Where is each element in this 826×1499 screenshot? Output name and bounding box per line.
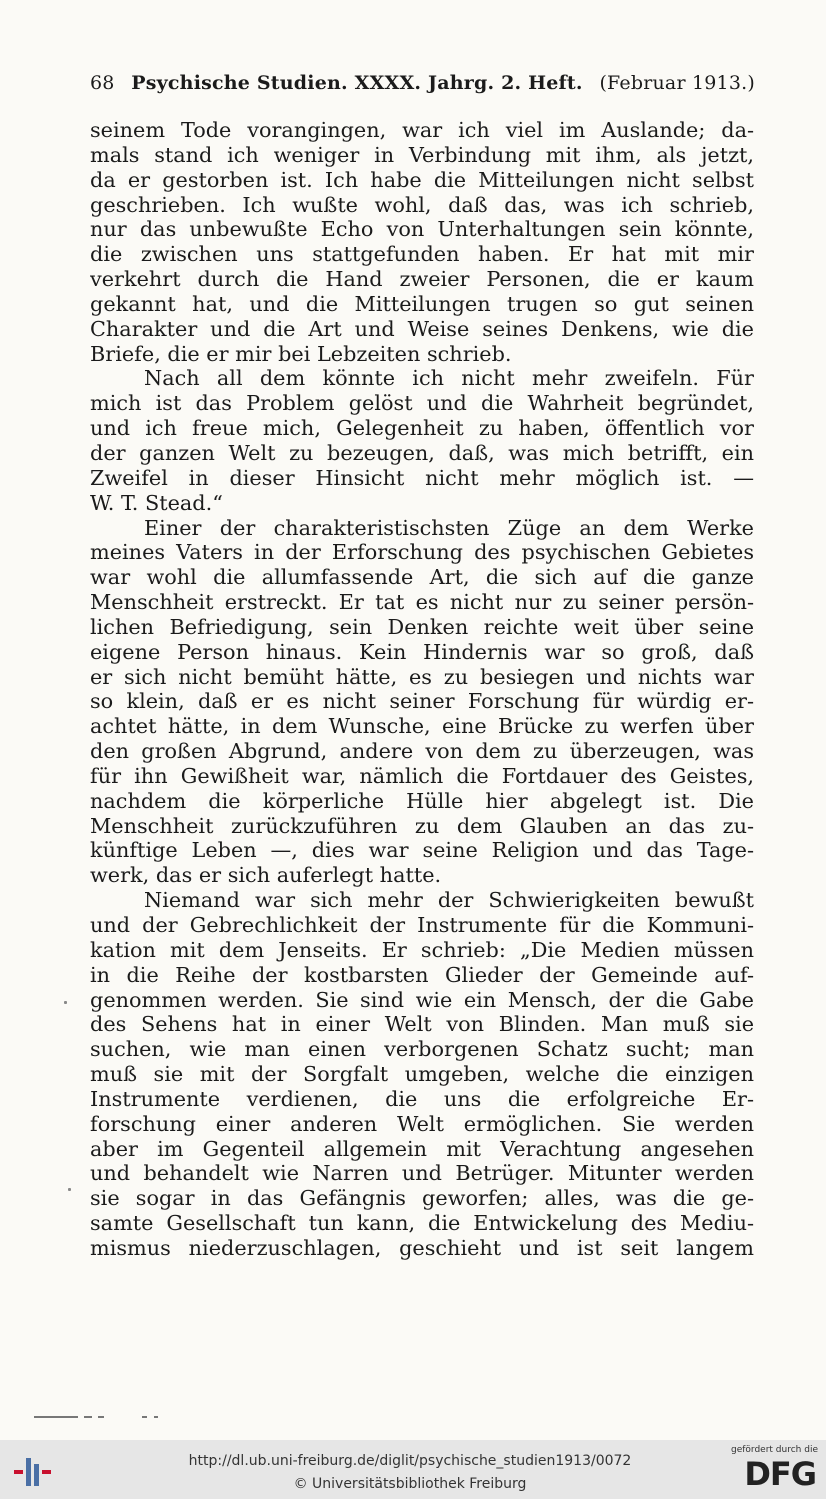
text-line: des Sehens hat in einer Welt von Blinden. Man muß sie bbox=[90, 1012, 754, 1037]
text-line: seinem Tode vorangingen, war ich viel im Auslande; da- bbox=[90, 118, 754, 142]
paragraph-start: Nach all dem könnte ich nicht mehr zweifeln. Für bbox=[144, 366, 754, 391]
permalink-url[interactable]: http://dl.ub.uni-freiburg.de/diglit/psychische_studien1913/0072 bbox=[188, 1453, 632, 1469]
text-line: er sich nicht bemüht hätte, es zu besiegen und nichts war bbox=[90, 664, 754, 689]
copyright-notice: © Universitätsbibliothek Freiburg bbox=[293, 1476, 527, 1492]
text-line: genommen werden. Sie sind wie ein Mensch, der die Gabe bbox=[90, 987, 754, 1012]
scan-speck bbox=[64, 1001, 67, 1004]
text-line: für ihn Gewißheit war, nämlich die Fortdauer des Geistes, bbox=[90, 763, 754, 788]
funding-caption: gefördert durch die bbox=[731, 1445, 818, 1455]
text-line: Charakter und die Art und Weise seines Denkens, wie die bbox=[90, 316, 754, 341]
text-line: mals stand ich weniger in Verbindung mit ihm, als jetzt, bbox=[90, 142, 754, 167]
text-line: den großen Abgrund, andere von dem zu überzeugen, was bbox=[90, 739, 754, 764]
text-line: und der Gebrechlichkeit der Instrumente für die Kommuni- bbox=[90, 913, 754, 937]
text-line: samte Gesellschaft tun kann, die Entwickelung des Mediu- bbox=[90, 1211, 754, 1236]
text-line: W. T. Stead.“ bbox=[90, 490, 223, 515]
text-line: und behandelt wie Narren und Betrüger. Mitunter werden bbox=[90, 1161, 754, 1186]
running-header bbox=[90, 72, 755, 94]
text-line: lichen Befriedigung, sein Denken reichte weit über seine bbox=[90, 614, 754, 639]
body-text bbox=[90, 118, 754, 1261]
text-line: mismus niederzuschlagen, geschieht und ist seit langem bbox=[90, 1235, 754, 1260]
page-number: 68 bbox=[90, 72, 115, 94]
journal-title: Psychische Studien. XXXX. Jahrg. 2. Heft. bbox=[131, 72, 583, 94]
text-line: verkehrt durch die Hand zweier Personen, die er kaum bbox=[90, 267, 754, 292]
text-line: in die Reihe der kostbarsten Glieder der Gemeinde auf- bbox=[90, 962, 754, 987]
text-line: meines Vaters in der Erforschung des psychischen Gebietes bbox=[90, 540, 754, 565]
text-line: da er gestorben ist. Ich habe die Mitteilungen nicht selbst bbox=[90, 167, 754, 192]
paragraph-start: Niemand war sich mehr der Schwierigkeiten bewußt bbox=[144, 888, 754, 913]
text-line: Menschheit zurückzuführen zu dem Glauben an das zu- bbox=[90, 813, 754, 838]
dfg-logo: DFG bbox=[744, 1455, 816, 1493]
ub-freiburg-logo-icon bbox=[12, 1454, 54, 1490]
text-line: so klein, daß er es nicht seiner Forschung für würdig er- bbox=[90, 689, 754, 714]
text-line: aber im Gegenteil allgemein mit Verachtung angesehen bbox=[90, 1136, 754, 1161]
text-line: gekannt hat, und die Mitteilungen trugen so gut seinen bbox=[90, 291, 754, 316]
text-line: Instrumente verdienen, die uns die erfolgreiche Er- bbox=[90, 1086, 754, 1111]
text-line: kation mit dem Jenseits. Er schrieb: „Die Medien müssen bbox=[90, 937, 754, 962]
viewer-footer bbox=[0, 1440, 826, 1499]
text-line: und ich freue mich, Gelegenheit zu haben, öffentlich vor bbox=[90, 416, 754, 441]
text-line: die zwischen uns stattgefunden haben. Er hat mit mir bbox=[90, 242, 754, 267]
text-line: Zweifel in dieser Hinsicht nicht mehr möglich ist. — bbox=[90, 465, 754, 490]
text-line: künftige Leben —, dies war seine Religion und das Tage- bbox=[90, 838, 754, 863]
text-line: eigene Person hinaus. Kein Hindernis war so groß, daß bbox=[90, 639, 754, 664]
paragraph-start: Einer der charakteristischsten Züge an dem Werke bbox=[144, 515, 754, 540]
text-line: nur das unbewußte Echo von Unterhaltungen sein könnte, bbox=[90, 217, 754, 242]
text-line: Menschheit erstreckt. Er tat es nicht nur zu seiner persön- bbox=[90, 590, 754, 615]
text-line: mich ist das Problem gelöst und die Wahrheit begründet, bbox=[90, 391, 754, 416]
text-line: forschung einer anderen Welt ermöglichen. Sie werden bbox=[90, 1111, 754, 1136]
text-line: suchen, wie man einen verborgenen Schatz sucht; man bbox=[90, 1037, 754, 1062]
text-line: nachdem die körperliche Hülle hier abgelegt ist. Die bbox=[90, 788, 754, 813]
scan-rule-marks bbox=[30, 1414, 170, 1420]
text-line: der ganzen Welt zu bezeugen, daß, was mich betrifft, ein bbox=[90, 440, 754, 465]
text-line: achtet hätte, in dem Wunsche, eine Brücke zu werfen über bbox=[90, 714, 754, 739]
text-line: Briefe, die er mir bei Lebzeiten schrieb. bbox=[90, 341, 512, 366]
scan-speck bbox=[68, 1188, 71, 1191]
text-line: war wohl die allumfassende Art, die sich auf die ganze bbox=[90, 565, 754, 590]
text-line: sie sogar in das Gefängnis geworfen; alles, was die ge- bbox=[90, 1186, 754, 1211]
text-line: werk, das er sich auferlegt hatte. bbox=[90, 863, 442, 888]
text-line: muß sie mit der Sorgfalt umgeben, welche die einzigen bbox=[90, 1062, 754, 1087]
text-line: geschrieben. Ich wußte wohl, daß das, was ich schrieb, bbox=[90, 192, 754, 217]
issue-date: (Februar 1913.) bbox=[599, 72, 755, 94]
